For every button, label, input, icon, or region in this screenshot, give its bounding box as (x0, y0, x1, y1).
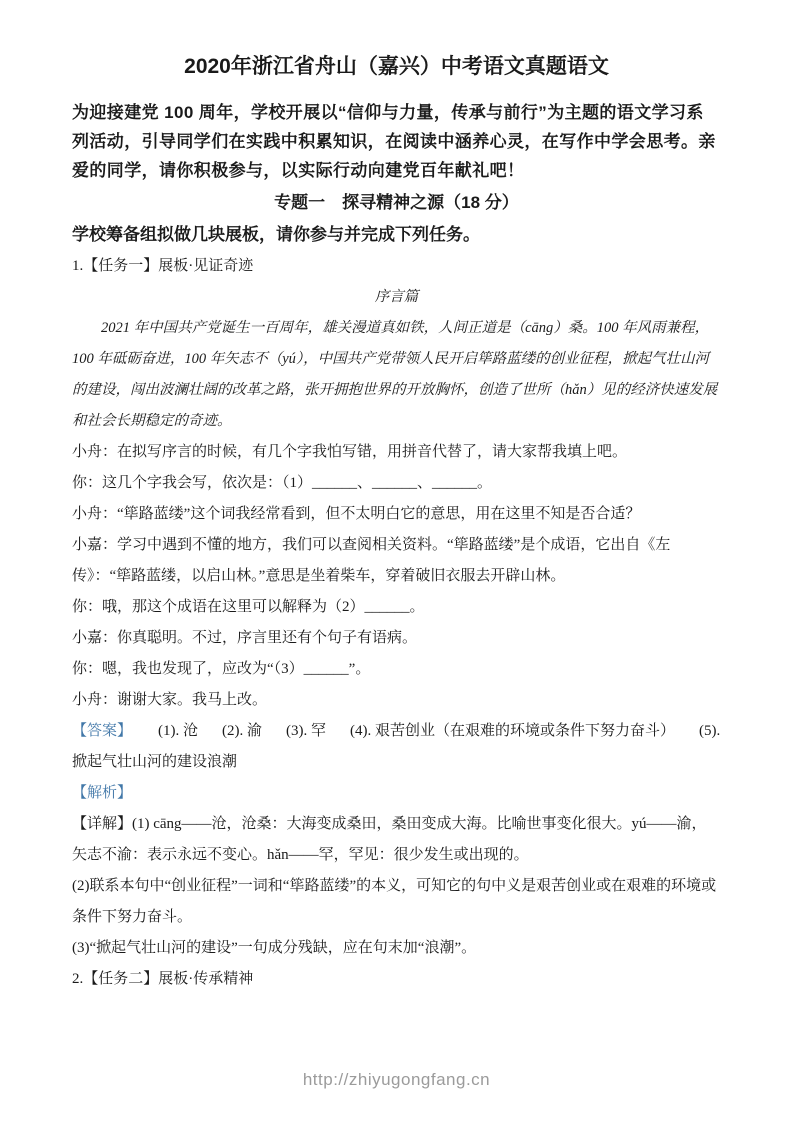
detail-paragraph-2: (2)联系本句中“创业征程”一词和“筚路蓝缕”的本义，可知它的句中义是艰苦创业或在艰难的环境或条件下努力奋斗。 (72, 878, 717, 925)
answer-item-1: (1). 沧 (158, 723, 199, 739)
section-heading: 专题一 探寻精神之源（18 分） (274, 193, 519, 212)
answer-item-3: (3). 罕 (286, 723, 327, 739)
answer-line (72, 716, 721, 778)
analysis-label-line (72, 778, 721, 809)
analysis-label: 【解析】 (72, 785, 133, 801)
answer-label: 【答案】 (72, 723, 133, 739)
answer-item-5: (5). 掀起气壮山河的建设浪潮 (72, 723, 721, 770)
intro-paragraph: 为迎接建党 100 周年，学校开展以“信仰与力量，传承与前行”为主题的语文学习系列活动，引导同学们在实践中积累知识，在阅读中涵养心灵，在写作中学会思考。亲爱的同学，请你积极参与，以实际行动向建党百年献礼吧！ (72, 103, 716, 180)
preface-title: 序言篇 (374, 289, 419, 305)
dialog-line-2: 你：这几个字我会写，依次是：（1）______、______、______。 (72, 475, 493, 491)
dialog-line-4: 小嘉：学习中遇到不懂的地方，我们可以查阅相关资料。“筚路蓝缕”是个成语，它出自《左传》：“筚路蓝缕，以启山林。”意思是坐着柴车，穿着破旧衣服去开辟山林。 (72, 537, 671, 584)
task1-label: 1.【任务一】展板·见证奇迹 (72, 258, 254, 274)
dialog-line-8: 小舟：谢谢大家。我马上改。 (72, 692, 268, 708)
dialog-line-1: 小舟：在拟写序言的时候，有几个字我怕写错，用拼音代替了，请大家帮我填上吧。 (72, 444, 628, 460)
page-title: 2020年浙江省舟山（嘉兴）中考语文真题语文 (184, 55, 609, 78)
answer-item-2: (2). 渝 (222, 723, 263, 739)
detail-paragraph-3: (3)“掀起气壮山河的建设”一句成分残缺，应在句末加“浪潮”。 (72, 940, 477, 956)
task2-label: 2.【任务二】展板·传承精神 (72, 971, 254, 987)
detail-paragraph-1: 【详解】(1) cāng——沧，沧桑：大海变成桑田，桑田变成大海。比喻世事变化很大。yú——渝，矢志不渝：表示永远不变心。hǎn——罕，罕见：很少发生或出现的。 (72, 816, 707, 863)
section-intro: 学校筹备组拟做几块展板，请你参与并完成下列任务。 (72, 225, 480, 244)
preface-body: 2021 年中国共产党诞生一百周年，雄关漫道真如铁，人间正道是（cāng）桑。100 年风雨兼程，100 年砥砺奋进，100 年矢志不（yú），中国共产党带领人民开启筚路蓝缕的创业征程，掀起气壮山河的建设，闯出波澜壮阔的改革之路，张开拥抱世界的开放胸怀，创造了世所（hǎn）见的经济快速发展和社会长期稳定的奇迹。 (72, 320, 718, 429)
dialog-line-5: 你：哦，那这个成语在这里可以解释为（2）______。 (72, 599, 425, 615)
dialog-line-6: 小嘉：你真聪明。不过，序言里还有个句子有语病。 (72, 630, 418, 646)
dialog-line-7: 你：嗯，我也发现了，应改为“（3）______”。 (72, 661, 371, 677)
footer-watermark-url: http://zhiyugongfang.cn (302, 1070, 491, 1089)
answer-item-4: (4). 艰苦创业（在艰难的环境或条件下努力奋斗） (350, 723, 676, 739)
dialog-line-3: 小舟：“筚路蓝缕”这个词我经常看到，但不太明白它的意思，用在这里不知是否合适？ (72, 506, 641, 522)
